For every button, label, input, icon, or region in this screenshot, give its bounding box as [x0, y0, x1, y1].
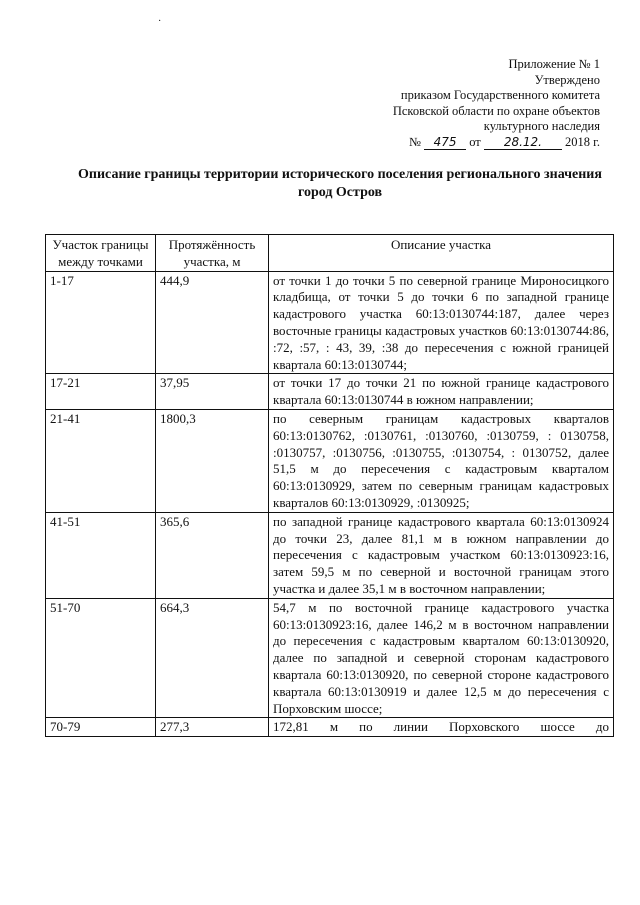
cell-length: 277,3: [156, 718, 269, 737]
table-row: [46, 512, 614, 598]
approval-block: [370, 57, 600, 150]
cell-section: 1-17: [46, 271, 156, 374]
number-sign: №: [409, 134, 421, 149]
cell-section: 41-51: [46, 512, 156, 598]
header-description: Описание участка: [269, 235, 614, 272]
cell-description: от точки 17 до точки 21 по южной границе кадастрового квартала 60:13:0130744 в южном направлении;: [269, 374, 614, 410]
document-title: Описание границы территории исторического поселения регионального значения город Остров: [78, 167, 602, 200]
heritage-label: культурного наследия: [483, 119, 600, 133]
order-year: 2018 г.: [565, 134, 600, 149]
table-row: [46, 374, 614, 410]
table-row: [46, 718, 614, 737]
approved-label: Утверждено: [534, 72, 600, 87]
cell-length: 664,3: [156, 598, 269, 718]
cell-description: от точки 1 до точки 5 по северной границе Мироносицкого кладбища, от точки 5 до точки 6 по западной границе кадастрового участка 60:13:0130744:187, далее через восточные границы кадастровых участков 60:13:0130744:86, :72, :57, : 43, 39, :38 до пересечения с южной границей квартала 60:13:0130744;: [269, 271, 614, 374]
header-section: Участок границы между точками: [46, 235, 156, 272]
scan-dot: ·: [158, 16, 162, 27]
order-number: 475: [424, 136, 466, 150]
cell-description: по северным границам кадастровых кварталов 60:13:0130762, :0130761, :0130760, :0130759, : 0130758, :0130757, :0130756, :0130755, :0130754, : 0130752, далее 51,5 м до пересечения с кадастровым кварталом 60:13:0130929, затем по северным границам кадастровых кварталов 60:13:0130929, :0130925;: [269, 409, 614, 512]
region-label: Псковской области по охране объектов: [392, 103, 600, 118]
header-length: Протяжённость участка, м: [156, 235, 269, 272]
table-row: [46, 409, 614, 512]
appendix-label: Приложение № 1: [508, 57, 600, 71]
cell-length: 365,6: [156, 512, 269, 598]
cell-length: 37,95: [156, 374, 269, 410]
table-row: [46, 271, 614, 374]
cell-section: 70-79: [46, 718, 156, 737]
table-row: [46, 598, 614, 718]
cell-description-cell: [269, 718, 614, 737]
table-header-row: [46, 235, 614, 272]
cell-description: 54,7 м по восточной границе кадастрового участка 60:13:0130923:16, далее 146,2 м в восточном направлении до пересечения с кадастровым кварталом 60:13:0130920, далее по западной и северной сторонам кадастрового квартала 60:13:0130920, по северной стороне кадастрового квартала 60:13:0130919 и далее 12,5 м до пересечения с Порховским шоссе;: [269, 598, 614, 718]
order-date: 28.12.: [484, 136, 562, 150]
cell-length: 444,9: [156, 271, 269, 374]
cell-description: 172,81 м по линии Порховского шоссе до: [273, 719, 609, 735]
boundary-table: [45, 234, 614, 737]
order-number-line: [370, 135, 600, 151]
cell-section: 17-21: [46, 374, 156, 410]
cell-section: 51-70: [46, 598, 156, 718]
cell-description: по западной границе кадастрового квартала 60:13:0130924 до точки 23, далее 81,1 м в южном направлении до пересечения с кадастровым участком 60:13:0130923:16, затем 59,5 м по северной и восточной границам этого участка и далее 35,1 м в восточном направлении;: [269, 512, 614, 598]
from-label: от: [469, 134, 481, 149]
order-by-label: приказом Государственного комитета: [400, 88, 600, 102]
cell-length: 1800,3: [156, 409, 269, 512]
cell-section: 21-41: [46, 409, 156, 512]
